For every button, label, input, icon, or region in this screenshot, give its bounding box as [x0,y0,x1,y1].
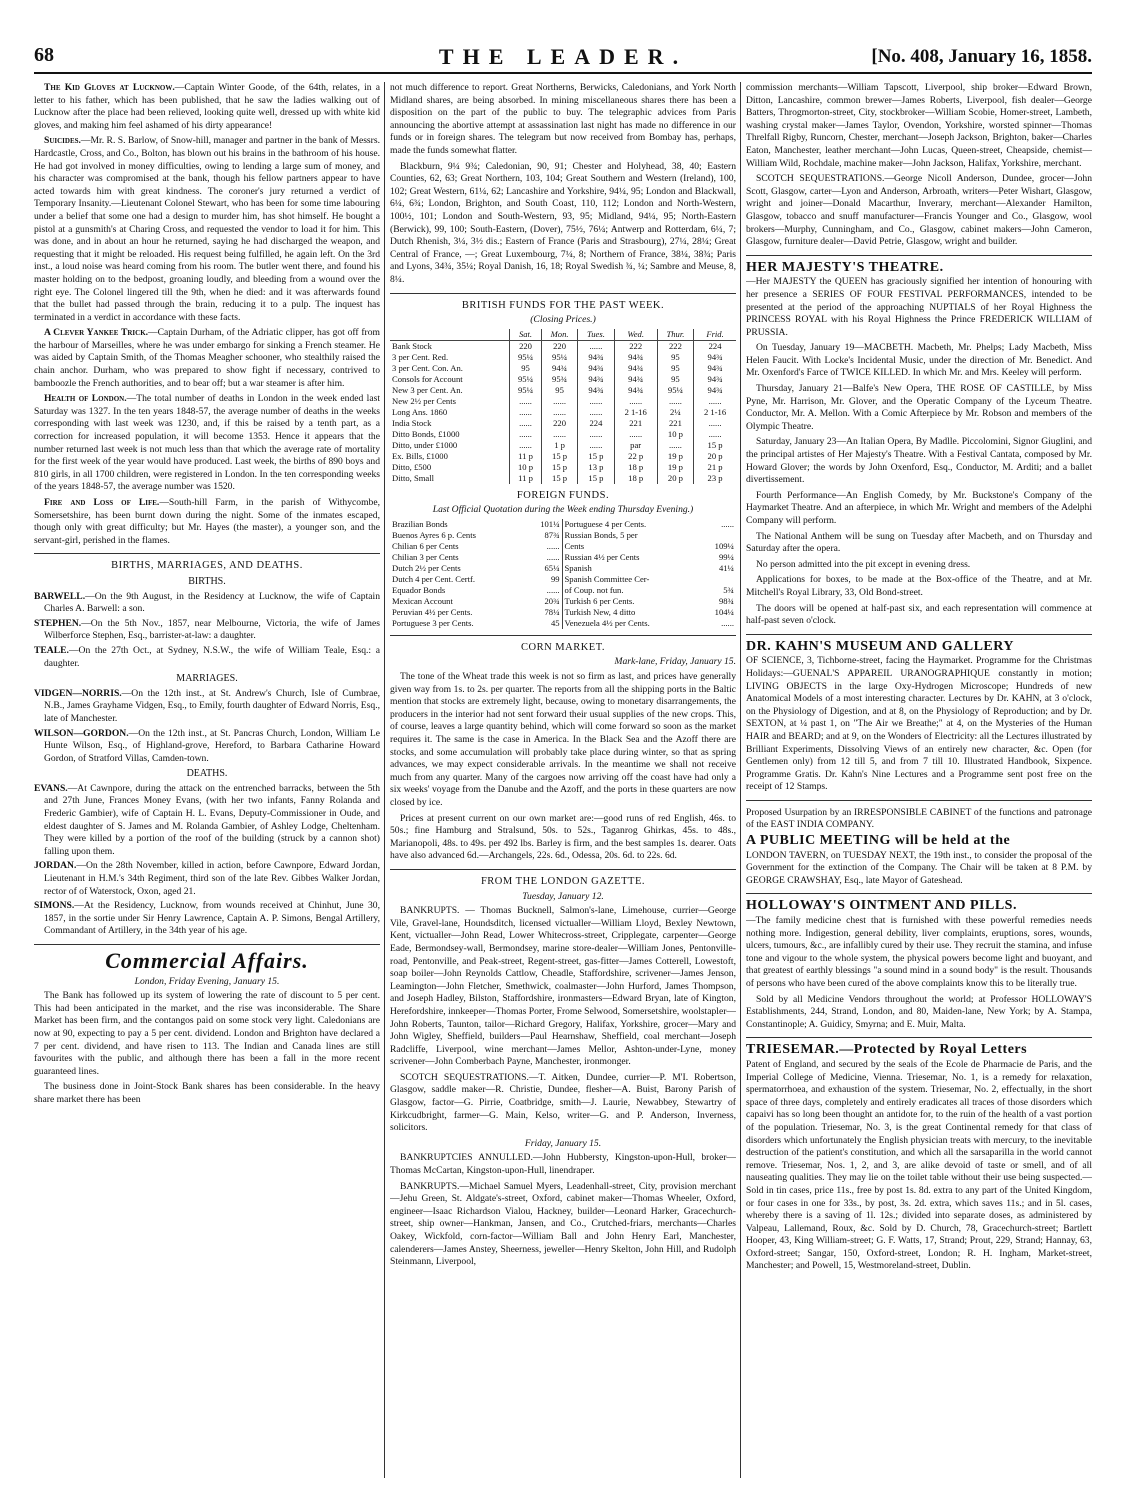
funds-cell: 10 p [510,462,542,473]
funds-cell: 95 [657,363,693,374]
funds-cell: ...... [614,396,657,407]
foreign-funds-cell: 104¼ [714,606,734,617]
funds-cell: 94¾ [541,363,577,374]
funds-cell: 222 [657,340,693,352]
funds-cell: 22 p [614,451,657,462]
funds-cell: 94¾ [614,352,657,363]
funds-cell: 20 p [657,473,693,484]
funds-cell: ...... [541,407,577,418]
paragraph-commercial: The Bank has followed up its system of lowering the rate of discount to 5 per cent. This had been anticipated in the market, and the rise was inconsiderable. The Share Market has been firm, and the contangos paid on some stock very light. Caledonians are now at 90, expecting to pay a 5 per cent. dividend. London and Brighton have declared a 7 per cent. dividend, and have risen to 113. The Indian and Canada lines are still favourites with the public, and although there has been a fall in the more recent guaranteed lines. [34,990,380,1077]
funds-row [390,451,736,462]
births-heading: BIRTHS. [188,575,226,587]
funds-cell: New 3 per Cent. An. [392,384,463,395]
foreign-funds-cell: 45 [550,617,560,628]
funds-cell: ...... [541,429,577,440]
foreign-funds-cell: Equador Bonds [392,584,446,595]
foreign-funds-cell: 101¼ [540,518,560,529]
foreign-funds-row [390,552,736,563]
paragraph-bankrupts: BANKRUPTS.—Michael Samuel Myers, Leadenhall-street, City, provision merchant—Jehu Green, St. Aldgate's-street, Oxford, cabinet maker—Thomas Wheeler, Oxford, engineer—Isaac Richardson Vialou, Hackney, builder—Leonard Harker, Gracechurch-street, ship owner—Hankman, Jansen, and Co., Crutched-friars, merchants—Charles Oakey, Wickfold, corn-factor—William Ball and John Henry Earl, Manchester, calenderers—James Anstey, Sheerness, jeweller—Henry Skelton, John Hill, and Rudolph Steinmann, Liverpool, [390,1180,736,1268]
funds-cell: Bank Stock [392,340,432,351]
funds-cell: 95¼ [541,352,577,363]
funds-column-header: Tues. [578,329,614,341]
funds-cell: 15 p [541,462,577,473]
foreign-funds-cell: Portuguese 4 per Cents. [562,519,700,530]
funds-column-header: Frid. [694,329,736,341]
funds-cell: 94¾ [694,352,736,363]
section-rule [34,553,380,554]
paragraph-commercial: The business done in Joint-Stock Bank shares has been considerable. In the heavy share market there has been [34,1081,380,1105]
funds-cell: ...... [657,440,693,451]
funds-cell: 95 [541,385,577,396]
funds-cell: 23 p [694,473,736,484]
funds-cell: 94¾ [614,374,657,385]
column-1 [34,82,380,1478]
section-rule [746,634,1092,635]
foreign-funds-heading: FOREIGN FUNDS. [516,489,610,501]
funds-cell: 94¾ [578,374,614,385]
bmd-heading: BIRTHS, MARRIAGES, AND DEATHS. [111,560,303,572]
funds-row [390,385,736,396]
column-divider [384,82,385,1478]
deaths-heading: DEATHS. [186,768,228,780]
section-rule [34,944,380,945]
foreign-funds-cell: Russian Bonds, 5 per [562,530,700,541]
funds-cell: ...... [614,429,657,440]
foreign-funds-row [390,607,736,618]
funds-row [390,396,736,407]
funds-cell: Ditto, under £1000 [392,439,458,450]
foreign-funds-cell: Spanish [562,563,700,574]
funds-cell: 18 p [614,462,657,473]
foreign-funds-row [390,541,736,552]
funds-cell: Ditto, Small [392,472,435,483]
funds-row [390,429,736,440]
funds-cell: Long Ans. 1860 [392,406,448,417]
foreign-funds-cell: 87¾ [544,529,560,540]
foreign-funds-cell: ...... [546,540,560,551]
page-header [34,44,1092,70]
foreign-funds-cell: of Coup. not fun. [562,585,700,596]
foreign-funds-cell: Chilian 3 per Cents [392,551,459,562]
foreign-funds-row [390,563,736,574]
birth-entry: BARWELL.—On the 9th August, in the Residency at Lucknow, the wife of Captain Charles A. Barwell: a son. [34,590,380,615]
funds-cell: 94¾ [694,363,736,374]
advert-public-meeting: Proposed Usurpation by an IRRESPONSIBLE CABINET of the functions and patronage of the EAST INDIA COMPANY. A PUBLIC MEETING will be held at the LONDON TAVERN, on TUESDAY NEXT, the 19th inst., to consider the proposal of the Government for the extinction of the Company. The Chair will be taken at 8 P.M. by GEORGE CRAWSHAY, Esq., late Mayor of Gateshead. [746,806,1092,886]
paragraph-corn-prices: Prices at present current on our own market are:—good runs of red English, 46s. to 50s.; fine Hamburg and Stralsund, 50s. to 52s., Taganrog Ghirkas, 45s. to 48s., Marianopoli, 48s. to 49s. per 492 lbs. Barley is firm, and the best samples 1s. dearer. Oats have also advanced 6d.—Archangels, 22s. 6d., Odessa, 20s. 6d. to 22s. 6d. [390,812,736,862]
holloway-heading: HOLLOWAY'S OINTMENT AND PILLS. [746,898,1017,914]
funds-cell: 95¼ [510,385,542,396]
funds-cell: 94¾ [694,374,736,385]
foreign-funds-cell: ...... [721,518,734,529]
theatre-heading: HER MAJESTY'S THEATRE. [746,259,944,275]
foreign-funds-cell: Peruvian 4½ per Cents. [392,606,473,617]
paragraph-scotch-sequestrations: SCOTCH SEQUESTRATIONS.—T. Aitken, Dundee, currier—P. M'I. Robertson, Glasgow, saddle maker—R. Christie, Dundee, flesher—A. Buist, Barony Parish of Glasgow, factor—G. Pirrie, Coatbridge, smith—J. Laurie, Newabbey, Stewartry of Kirkcudbright, farmer—G. Main, Kelso, writer—G. and P. Anderson, Inverness, solicitors. [390,1071,736,1134]
advert-holloways: HOLLOWAY'S OINTMENT AND PILLS. —The family medicine chest that is furnished with these powerful remedies needs nothing more. Indigestion, general debility, liver complaints, eruptions, sores, wounds, ulcers, tumours, &c., are infallibly cured by their use. They recruit the stamina, and infuse tone and vigour to the whole system, the physical powers become light and buoyant, and that greatest of earthly blessings "a sound mind in a sound body" is the result. Thousands of persons who have been cured of the above complaints know this to be literally true. Sold by all Medicine Vendors throughout the world; at Professor HOLLOWAY'S Establishments, 244, Strand, London, and 80, Maiden-lane, New York; by A. Stampa, Constantinople; A. Guidicy, Smyrna; and E. Muir, Malta. [746,898,1092,1030]
funds-cell: ...... [510,396,542,407]
british-funds-heading: BRITISH FUNDS FOR THE PAST WEEK. [461,299,665,311]
foreign-funds-cell: Brazilian Bonds [392,518,448,529]
foreign-funds-cell: ...... [721,617,734,628]
paragraph-scotch-sequestrations: SCOTCH SEQUESTRATIONS.—George Nicoll Anderson, Dundee, grocer—John Scott, Glasgow, carter—Lyon and Anderson, Arbroath, writers—Peter Wishart, Glasgow, wright and joiner—Donald Macarthur, Inverary, merchant—Alexander Hamilton, Glasgow, tobacco and snuff manufacturer—Francis Younger and Co., Glasgow, wool brokers—Murphy, Cunningham, and Co., Glasgow, cabinet makers—John Cameron, Glasgow, furniture dealer—David Petrie, Glasgow, wright and builder. [746,173,1092,248]
foreign-funds-row [390,618,736,629]
section-rule [390,869,736,870]
funds-cell: New 2½ per Cents [392,395,456,406]
funds-cell: ...... [541,396,577,407]
funds-cell: 11 p [510,451,542,462]
funds-cell: Ditto, £500 [392,461,432,472]
foreign-funds-cell: Cents [562,541,700,552]
marriage-entry: WILSON—GORDON.—On the 12th inst., at St. Pancras Church, London, William Le Hunte Wilson, Esq., of Highland-grove, Hereford, to Barbara Catharine Howard Gordon, of Stratford Villas, Camden-town. [34,727,380,764]
funds-cell: Ditto Bonds, £1000 [392,428,460,439]
section-rule [390,635,736,636]
funds-column-header: Sat. [510,329,542,341]
funds-cell: ...... [694,396,736,407]
foreign-funds-cell: Venezuela 4½ per Cents. [562,618,700,629]
funds-cell: par [614,440,657,451]
paragraph-share-prices: Blackburn, 9¼ 9¾; Caledonian, 90, 91; Chester and Holyhead, 38, 40; Eastern Counties, 62, 63; Great Northern, 103, 104; Great Southern and Western (Ireland), 100, 102; Great Western, 61¼, 62; Lancashire and Yorkshire, 94¼, 95; London and Blackwall, 6¼, 6¾; London, Brighton, and South Coast, 110, 112; London and North-Western, 100½, 101; London and South-Western, 93, 95; Midland, 94¼, 95; North-Eastern (Berwick), 99, 100; South-Eastern, (Dover), 75½, 76¼; Antwerp and Rotterdam, 6¼, 7; Dutch Rhenish, 3¼, 3½ dis.; Eastern of France (Paris and Strasbourg), 27¼, 28¼; Great Central of France, —; Great Luxembourg, 7¼, 8; Northern of France, 38¼, 38¾; Paris and Lyons, 34¾, 35¼; Royal Danish, 16, 18; Royal Swedish ¾, ¼; Sambre and Meuse, 8, 8¼. [390,160,736,285]
foreign-funds-cell [700,574,736,585]
page-number: 68 [34,44,54,66]
foreign-funds-cell: Turkish New, 4 ditto [562,607,700,618]
funds-row [390,407,736,418]
foreign-funds-subheading: Last Official Quotation during the Week ending Thursday Evening.) [432,504,694,516]
foreign-funds-cell: Buenos Ayres 6 p. Cents [392,529,476,540]
foreign-funds-cell: Portuguese 3 per Cents. [392,617,474,628]
funds-cell: 94¾ [694,385,736,396]
foreign-funds-row [390,585,736,596]
funds-cell: 15 p [578,473,614,484]
funds-cell: 221 [614,418,657,429]
foreign-funds-table [390,519,736,629]
paragraph-kid-gloves: The Kid Gloves at Lucknow.—Captain Winter Goode, of the 64th, relates, in a letter to his father, which has been published, that he saw the ladies walking out of Lucknow after the place had been relieved, looking quite well, dressed up with white kid gloves, and making him feel ashamed of his dirty appearance! [34,82,380,131]
funds-cell: Consols for Account [392,373,463,384]
foreign-funds-cell: Spanish Committee Cer- [562,574,700,585]
foreign-funds-cell: Turkish 6 per Cents. [562,596,700,607]
foreign-funds-cell: 109¼ [714,540,734,551]
funds-row [390,352,736,363]
section-rule [746,800,1092,801]
funds-cell: 15 p [694,440,736,451]
funds-cell: ...... [510,418,542,429]
foreign-funds-cell: 99¼ [718,551,734,562]
foreign-funds-cell: 99 [550,573,560,584]
section-rule [746,255,1092,256]
funds-cell: India Stock [392,417,432,428]
foreign-funds-row [390,574,736,585]
funds-cell: 220 [541,340,577,352]
foreign-funds-cell: 78¼ [544,606,560,617]
funds-row [390,440,736,451]
funds-cell: 221 [657,418,693,429]
foreign-funds-cell: 5¾ [723,584,734,595]
column-2 [390,82,736,1478]
funds-cell: ...... [657,396,693,407]
funds-cell: ...... [578,396,614,407]
funds-cell: 224 [578,418,614,429]
foreign-funds-cell: 98¾ [718,595,734,606]
public-meeting-heading: A PUBLIC MEETING will be held at the [746,833,1011,849]
funds-cell: 1 p [541,440,577,451]
paragraph-bankrupts: BANKRUPTS. — Thomas Bucknell, Salmon's-lane, Limehouse, currier—George Vile, Gravel-lane, Houndsditch, licensed victualler—William Lloyd, Bexley Newtown, Kent, victualler—John Read, Lower Whitecross-street, Cripplegate, carpenter—George Eade, Bermondsey-wall, Bermondsey, marine store-dealer—William Jones, Pentonville-road, Pentonville, and Peak-street, Regent-street, gas-fitter—James Cotterell, Lowestoft, soap boiler—John Reynolds Cattlow, Cheadle, Staffordshire, scrivener—James Jenson, Leamington—John Fletcher, Smethwick, coalmaster—John Hurford, James Thompson, and Joseph Hadley, Bilston, Staffordshire, ironmasters—Edward Bryan, late of Kington, Herefordshire, innkeeper—Thomas Porter, Frome Selwood, Somersetshire, woolstapler—John Roberts, Taunton, tailor—Richard Gregory, Halifax, Yorkshire, grocer—Mary and John Wigley, Sheffield, builders—Paul Hearnshaw, Sheffield, coal merchant—Joseph Radcliffe, Liverpool, wine merchant—James Mellor, Ashton-under-Lyne, money scrivener—John Comberbach Payne, Manchester, ironmonger. [390,905,736,1068]
funds-cell: ...... [510,407,542,418]
foreign-funds-row [390,519,736,530]
gazette-date: Friday, January 15. [524,1137,602,1149]
funds-cell: ...... [578,440,614,451]
section-rule [390,293,736,294]
funds-cell: 2 1-16 [614,407,657,418]
foreign-funds-cell: Dutch 4 per Cent. Certf. [392,573,476,584]
paragraph-suicides: Suicides.—Mr. R. S. Barlow, of Snow-hill, manager and partner in the bank of Messrs. Hardcastle, Cross, and Co., Bolton, has blown out his brains in the bathroom of his house. He had got involved in money difficulties, owing to lending a large sum of money, and his character was compromised at the bank, though his fellow partners appear to have acted towards him with great kindness. The coroner's jury returned a verdict of Temporary Insanity.—Lieutenant Colonel Stewart, who has been for some time labouring under a belief that some one had a design to murder him, has shot himself. He bought a pistol at a gunsmith's at Charing Cross, and requested the vendor to load it for him. This was done, and in about an hour he returned, saying he had discharged the weapon, and requesting that it might be reloaded. His request being fulfilled, he again left. On the 3rd inst., a loud noise was heard coming from his room. The butler went there, and found his master holding on to the bedpost, groaning loudly, and bleeding from a wound over the right eye. The Colonel lingered till the 9th, when he died: and it was afterwards found that the bullet had passed through the brain, reducing it to a pulp. The inquest has terminated in a verdict in accordance with these facts. [34,135,380,323]
foreign-funds-cell: 65¼ [544,562,560,573]
foreign-funds-row [390,596,736,607]
funds-cell: 220 [541,418,577,429]
foreign-funds-cell: 41¼ [718,562,734,573]
funds-row [390,363,736,374]
funds-cell: 222 [614,340,657,352]
funds-cell: 95 [657,352,693,363]
funds-cell: 95¼ [510,374,542,385]
funds-cell: ...... [510,440,542,451]
section-rule [746,893,1092,894]
funds-cell: 95¾ [541,374,577,385]
foreign-funds-cell: Dutch 2½ per Cents [392,562,461,573]
paragraph-bankrupts-continued: commission merchants—William Tapscott, Liverpool, ship broker—Edward Brown, Ditton, Lancashire, common brewer—James Roberts, Liverpool, fish dealer—George Batters, Throgmorton-street, City, stockbroker—William Scobie, Homer-street, Lambeth, washing crystal maker—James Taylor, Ovendon, Yorkshire, worsted spinner—Thomas Threlfall Rigby, Runcorn, Chester, merchant—Joseph Jackson, Brighton, baker—Charles Eaton, Manchester, leather merchant—John Lucas, Queen-street, Cheapside, chemist—William Wild, Rochdale, machine maker—John Jackson, Halifax, Yorkshire, merchant. [746,82,1092,169]
funds-row [390,374,736,385]
funds-cell: Ex. Bills, £1000 [392,450,448,461]
funds-row [390,473,736,484]
funds-cell: 18 p [614,473,657,484]
funds-cell: 15 p [541,473,577,484]
triesemar-heading: TRIESEMAR.—Protected by Royal Letters [746,1042,1028,1058]
foreign-funds-cell [700,530,736,541]
funds-column-header: Wed. [614,329,657,341]
death-entry: EVANS.—At Cawnpore, during the attack on the entrenched barracks, between the 5th and 27th June, Frances Money Evans, (with her two infants, Fanny Rolanda and Frederic Gambier), wife of Captain H. L. Evans, Deputy-Commissioner in Oude, and eldest daughter of S. James and M. Rolanda Gambier, of Ashley Lodge, Cheltenham. They were killed by a portion of the roof of the building (struck by a cannon shot) falling upon them. [34,782,380,857]
funds-cell: ...... [578,340,614,352]
funds-column-header: Mon. [541,329,577,341]
funds-row [390,340,736,352]
foreign-funds-cell: Russian 4½ per Cents [562,552,700,563]
foreign-funds-cell: Chilian 6 per Cents [392,540,459,551]
marriage-entry: VIDGEN—NORRIS.—On the 12th inst., at St. Andrew's Church, Isle of Cumbrae, N.B., James Grayhame Vidgen, Esq., to Emily, fourth daughter of Edward Norris, Esq., late of Manchester. [34,687,380,724]
section-rule [746,1037,1092,1038]
death-entry: JORDAN.—On the 28th November, killed in action, before Cawnpore, Edward Jordan, Lieutenant in H.M.'s 34th Regiment, third son of the late Rev. Gibbes Walker Jordan, rector of of Waterstock, Oxon, aged 21. [34,860,380,897]
foreign-funds-row [390,530,736,541]
british-funds-table [390,329,736,484]
funds-row [390,462,736,473]
funds-cell: 21 p [694,462,736,473]
funds-cell: 95 [510,363,542,374]
funds-cell: 224 [694,340,736,352]
funds-cell: 94¾ [578,352,614,363]
column-3 [746,82,1092,1478]
paragraph-health: Health of London.—The total number of deaths in London in the week ended last Saturday was 1327. In the ten years 1848-57, the average number of deaths in the weeks corresponding with last week was 1230, and, if this be raised by a tenth part, as a correction for increased population, it will become 1353. Hence it appears that the number returned last week is not much less than that which the average rate of mortality for the first week of the year would have produced. Last week, the births of 890 boys and 810 girls, in all 1700 children, were registered in London. In the ten corresponding weeks of the years 1848-57, the average number was 1520. [34,393,380,493]
funds-column-header [390,329,510,341]
funds-cell: 20 p [694,451,736,462]
funds-cell: ...... [578,407,614,418]
foreign-funds-cell: ...... [546,584,560,595]
kahn-heading: DR. KAHN'S MUSEUM AND GALLERY [746,638,1014,654]
commercial-affairs-heading: Commercial Affairs. [105,948,309,973]
advert-triesemar: TRIESEMAR.—Protected by Royal Letters Patent of England, and secured by the seals of the Ecole de Pharmacie de Paris, and the Imperial College of Medicine, Vienna. Triesemar, No. 1, is a remedy for relaxation, spermatorrhoea, and exhaustion of the system. Triesemar, No. 2, effectually, in the short space of three days, completely and entirely eradicates all traces of those disorders which capaivi has so long been thought an antidote for, to the ruin of the health of a vast portion of the population. Triesemar, No. 3, is the great Continental remedy for that class of disorders which unfortunately the English physician treats with mercury, to the inevitable destruction of the patient's constitution, and which all the sarsaparilla in the world cannot remove. Triesemar, Nos. 1, 2, and 3, are alike devoid of taste or smell, and of all nauseating qualities. They may lie on the toilet table without their use being suspected.—Sold in tin cases, price 11s., free by post 1s. 8d. extra to any part of the United Kingdom, or four cases in one for 33s., by post, 3s. 2d. extra, which saves 11s.; and in 5l. cases, whereby there is a saving of 1l. 12s.; divided into separate doses, as administered by Valpeau, Lallemand, Roux, &c. Sold by D. Church, 78, Gracechurch-street; Bartlett Hooper, 43, King William-street; G. F. Watts, 17, Strand; Prout, 229, Strand; Hannay, 63, Oxford-street; Sangar, 150, Oxford-street, London; R. H. Ingham, Market-street, Manchester; and Powell, 15, Westmoreland-street, Dublin. [746,1042,1092,1272]
funds-cell: 19 p [657,462,693,473]
funds-cell: 95 [657,374,693,385]
advert-her-majestys-theatre: HER MAJESTY'S THEATRE. —Her MAJESTY the QUEEN has graciously signified her intention of honouring with her presence a SERIES OF FOUR FESTIVAL PERFORMANCES, intended to be presented at the period of the approaching NUPTIALS of her Royal Highness the PRINCESS ROYAL with his Royal Highness the Prince FREDERICK WILLIAM of PRUSSIA. On Tuesday, January 19—MACBETH. Macbeth, Mr. Phelps; Lady Macbeth, Miss Helen Faucit. With Locke's Incidental Music, under the direction of Mr. Benedict. And Mr. Oxenford's Farce of TWICE KILLED. In which Mr. and Mrs. Keeley will perform. Thursday, January 21—Balfe's New Opera, THE ROSE OF CASTILLE, by Miss Pyne, Mr. Harrison, Mr. Glover, and the Operatic Company of the Lyceum Theatre. Conductor, Mr. A. Mellon. With a Comic Afterpiece by Mr. Robson and members of the Olympic Theatre. Saturday, January 23—An Italian Opera, By Madlle. Piccolomini, Signor Giuglini, and the principal artistes of Her Majesty's Theatre. With a Festival Cantata, composed by Mr. Howard Glover; the words by John Oxenford, Esq., Conductor, M. Arditi; and a ballet divertissement. Fourth Performance—An English Comedy, by Mr. Buckstone's Company of the Haymarket Theatre. And an afterpiece, in which Mr. Wright and members of the Adelphi Company will perform. The National Anthem will be sung on Tuesday after Macbeth, and on Thursday and Saturday after the opera. No person admitted into the pit except in evening dress. Applications for boxes, to be made at the Box-office of the Theatre, and at Mr. Mitchell's Royal Library, 33, Old Bond-street. The doors will be opened at half-past six, and each representation will commence at half-past seven o'clock. [746,259,1092,627]
commercial-dateline: London, Friday Evening, January 15. [134,975,280,987]
funds-cell: 15 p [541,451,577,462]
funds-cell: 10 p [657,429,693,440]
funds-cell: ...... [510,429,542,440]
paragraph-fire: Fire and Loss of Life.—South-hill Farm, in the parish of Withycombe, Somersetshire, has been burnt down during the night. Some of the inmates escaped, though only with great difficulty; but Mr. Hayes (the master), a younger son, and the servant-girl, perished in the flames. [34,497,380,546]
gazette-heading: FROM THE LONDON GAZETTE. [480,875,646,887]
death-entry: SIMONS.—At the Residency, Lucknow, from wounds received at Chinhut, June 30, 1857, in the sortie under Sir Henry Lawrence, Captain A. P. Simons, Bengal Artillery, Commandant of Artillery, in the 34th year of his age. [34,900,380,937]
funds-cell: ...... [694,418,736,429]
gazette-date: Tuesday, January 12. [522,890,604,902]
paragraph-corn: The tone of the Wheat trade this week is not so firm as last, and prices have generally given way from 1s. to 2s. per quarter. The reports from all the shipping ports in the Baltic mention that stocks are extremely light, because, owing to monetary disarrangements, the producers in the interior had not sent forward their usual supplies of the new crops. This, of course, leaves a large quantity behind, which will come forward so soon as the market requires it. The same is the case in America. In the Black Sea and the Azoff there are stocks, and some accumulation will probably take place during winter, so that as spring advances, we may expect considerable arrivals. In the meantime we shall not receive much from any quarter. Many of the cargoes now arriving off the coast have had only a six weeks' voyage from the Danube and the Azoff, and the ports in these quarters are now closed by ice. [390,671,736,808]
birth-entry: STEPHEN.—On the 5th Nov., 1857, near Melbourne, Victoria, the wife of James Wilberforce Stephen, Esq., barrister-at-law: a daughter. [34,617,380,642]
foreign-funds-cell: ...... [546,551,560,562]
funds-row [390,418,736,429]
paragraph-bankruptcies-annulled: BANKRUPTCIES ANNULLED.—John Hubbersty, Kingston-upon-Hull, broker—Thomas McCartan, Kingston-upon-Hull, linendraper. [390,1152,736,1177]
funds-cell: 19 p [657,451,693,462]
birth-entry: TEALE.—On the 27th Oct., at Sydney, N.S.W., the wife of William Teale, Esq.: a daughter. [34,644,380,669]
funds-cell: 94¾ [614,363,657,374]
funds-cell: 3 per Cent. Con. An. [392,362,463,373]
funds-cell: 3 per Cent. Red. [392,351,449,362]
foreign-funds-cell: 20¾ [544,595,560,606]
corn-market-heading: CORN MARKET. [521,641,605,653]
funds-cell: 15 p [578,451,614,462]
column-divider [740,82,741,1478]
corn-dateline: Mark-lane, Friday, January 15. [614,656,736,668]
paragraph-share-market: not much difference to report. Great Northerns, Berwicks, Caledonians, and York North Midland shares, are being absorbed. In mining miscellaneous shares there has been a disposition on the part of the public to buy. The telegraphic advices from Paris announcing the abortive attempt at assassination last night has made no difference in our funds or in foreign shares. The telegram but now received from Bombay has, perhaps, made the funds somewhat flatter. [390,82,736,156]
funds-cell: 94¾ [614,385,657,396]
funds-cell: 95¼ [510,352,542,363]
funds-cell: ...... [694,429,736,440]
funds-cell: 94¾ [578,363,614,374]
funds-cell: 95¼ [657,385,693,396]
funds-column-header: Thur. [657,329,693,341]
marriages-heading: MARRIAGES. [176,673,238,685]
foreign-funds-cell: Mexican Account [392,595,453,606]
british-funds-subheading: (Closing Prices.) [530,314,596,326]
funds-cell: 2¼ [657,407,693,418]
masthead-title: THE LEADER. [438,44,688,69]
funds-cell: 13 p [578,462,614,473]
paragraph-yankee-trick: A Clever Yankee Trick.—Captain Durham, of the Adriatic clipper, has got off from the harbour of Marseilles, where he was under embargo for sinking a French steamer. He was aided by Captain Smith, of the Thomas Meagher schooner, who stealthily raised the chain anchor. Durham, who was prepared to show fight if necessary, contrived to bamboozle the French authorities, and to bear off; but a war steamer is after him. [34,327,380,389]
header-rule [34,72,1092,74]
funds-cell: ...... [578,429,614,440]
advert-kahns-museum: DR. KAHN'S MUSEUM AND GALLERY OF SCIENCE, 3, Tichborne-street, facing the Haymarket. Programme for the Christmas Holidays:—GUENAL'S APPAREIL URANOGRAPHIQUE constantly in motion; LIVING OBJECTS in the large Oxy-Hydrogen Microscope; Hundreds of new Anatomical Models of a most interesting character. Lectures by Dr. KAHN, at 3 o'clock, on the Physiology of Digestion, and at 8, on the Physiology of Reproduction; and by Dr. SEXTON, at ¼ past 1, on "The Air we Breathe;" at 4, on the Mysteries of the Human HAIR and BEARD; and at 9, on the Wonders of Electricity: all the Lectures illustrated by Brilliant Experiments, Dissolving Views of an entirely new character, &c. Open (for Gentlemen only) from 12 till 5, and from 7 till 10. Illustrated Handbook, Sixpence. Programme Gratis. Dr. Kahn's Nine Lectures and a Programme sent post free on the receipt of 12 Stamps. [746,638,1092,793]
issue-line: [No. 408, January 16, 1858. [871,46,1092,67]
funds-cell: 94¾ [578,385,614,396]
funds-cell: 220 [510,340,542,352]
funds-cell: 11 p [510,473,542,484]
funds-cell: 2 1-16 [694,407,736,418]
